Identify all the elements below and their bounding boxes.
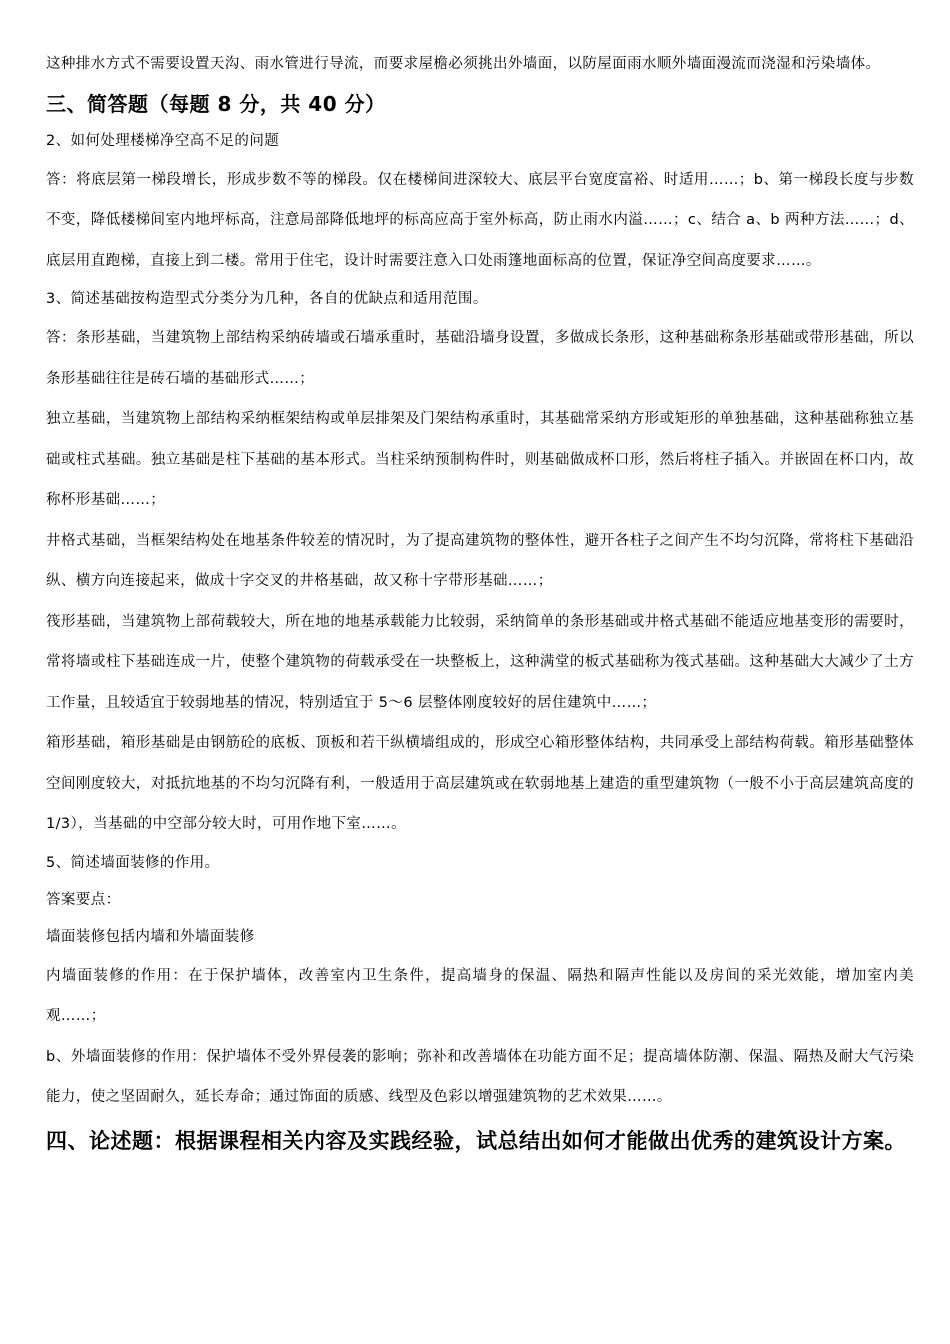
answer-independent-foundation: 独立基础，当建筑物上部结构采纳框架结构或单层排架及门架结构承重时，其基础常采纳方形或矩形的单独基础，这种基础称独立基础或柱式基础。独立基础是柱下基础的基本形式。当柱采纳预制构件时，则基础做成杯口形，然后将柱子插入。并嵌固在杯口内，故称杯形基础……； xyxy=(46,411,914,508)
question-2-title: 2、如何处理楼梯净空高不足的问题 xyxy=(46,132,280,149)
wall-decoration-summary: 墙面装修包括内墙和外墙面装修 xyxy=(46,928,255,945)
answer-grid-foundation: 井格式基础，当框架结构处在地基条件较差的情况时，为了提高建筑物的整体性，避开各柱子之间产生不均匀沉降，常将柱下基础沿纵、横方向连接起来，做成十字交叉的井格基础，故又称十字带形基础……； xyxy=(46,532,914,589)
section-heading-essay: 四、论述题：根据课程相关内容及实践经验，试总结出如何才能做出优秀的建筑设计方案。 xyxy=(46,1128,906,1153)
answer-raft-foundation: 筏形基础，当建筑物上部荷载较大，所在地的地基承载能力比较弱，采纳简单的条形基础或井格式基础不能适应地基变形的需要时，常将墙或柱下基础连成一片，使整个建筑物的荷载承受在一块整板上，这种满堂的板式基础称为筏式基础。这种基础大大减少了土方工作量，且较适宜于较弱地基的情况，特别适宜于 5～6 层整体刚度较好的居住建筑中……； xyxy=(46,613,914,711)
section-heading-short-answer: 三、简答题（每题 8 分，共 40 分） xyxy=(46,91,386,116)
document-page xyxy=(46,44,914,1162)
exterior-wall-decoration: b、外墙面装修的作用：保护墙体不受外界侵袭的影响；弥补和改善墙体在功能方面不足；提高墙体防潮、保温、隔热及耐大气污染能力，使之坚固耐久，延长寿命；通过饰面的质感、线型及色彩以增强建筑物的艺术效果……。 xyxy=(46,1048,914,1105)
interior-wall-decoration: 内墙面装修的作用：在于保护墙体，改善室内卫生条件，提高墙身的保温、隔热和隔声性能以及房间的采光效能，增加室内美观……； xyxy=(46,967,914,1024)
paragraph-drainage-intro: 这种排水方式不需要设置天沟、雨水管进行导流，而要求屋檐必须挑出外墙面，以防屋面雨水顺外墙面漫流而浇湿和污染墙体。 xyxy=(46,56,881,72)
question-5-title: 5、简述墙面装修的作用。 xyxy=(46,854,220,871)
answer-key-points-label: 答案要点： xyxy=(46,891,121,908)
question-2-answer: 答：将底层第一梯段增长，形成步数不等的梯段。仅在楼梯间进深较大、底层平台宽度富裕、时适用……；b、第一梯段长度与步数不变，降低楼梯间室内地坪标高，注意局部降低地坪的标高应高于室外标高，防止雨水内溢……；c、结合 a、b 两种方法……；d、底层用直跑梯，直接上到二楼。常用于住宅，设计时需要注意入口处雨篷地面标高的位置，保证净空间高度要求……。 xyxy=(46,171,914,269)
question-3-title: 3、简述基础按构造型式分类分为几种，各自的优缺点和适用范围。 xyxy=(46,291,488,307)
answer-box-foundation: 箱形基础，箱形基础是由钢筋砼的底板、顶板和若干纵横墙组成的，形成空心箱形整体结构，共同承受上部结构荷载。箱形基础整体空间刚度较大，对抵抗地基的不均匀沉降有利，一般适用于高层建筑或在软弱地基上建造的重型建筑物（一般不小于高层建筑高度的 1/3），当基础的中空部分较大时，可用作地下室……。 xyxy=(46,735,914,832)
answer-strip-foundation: 答：条形基础，当建筑物上部结构采纳砖墙或石墙承重时，基础沿墙身设置，多做成长条形，这种基础称条形基础或带形基础，所以条形基础往往是砖石墙的基础形式……； xyxy=(46,330,914,387)
